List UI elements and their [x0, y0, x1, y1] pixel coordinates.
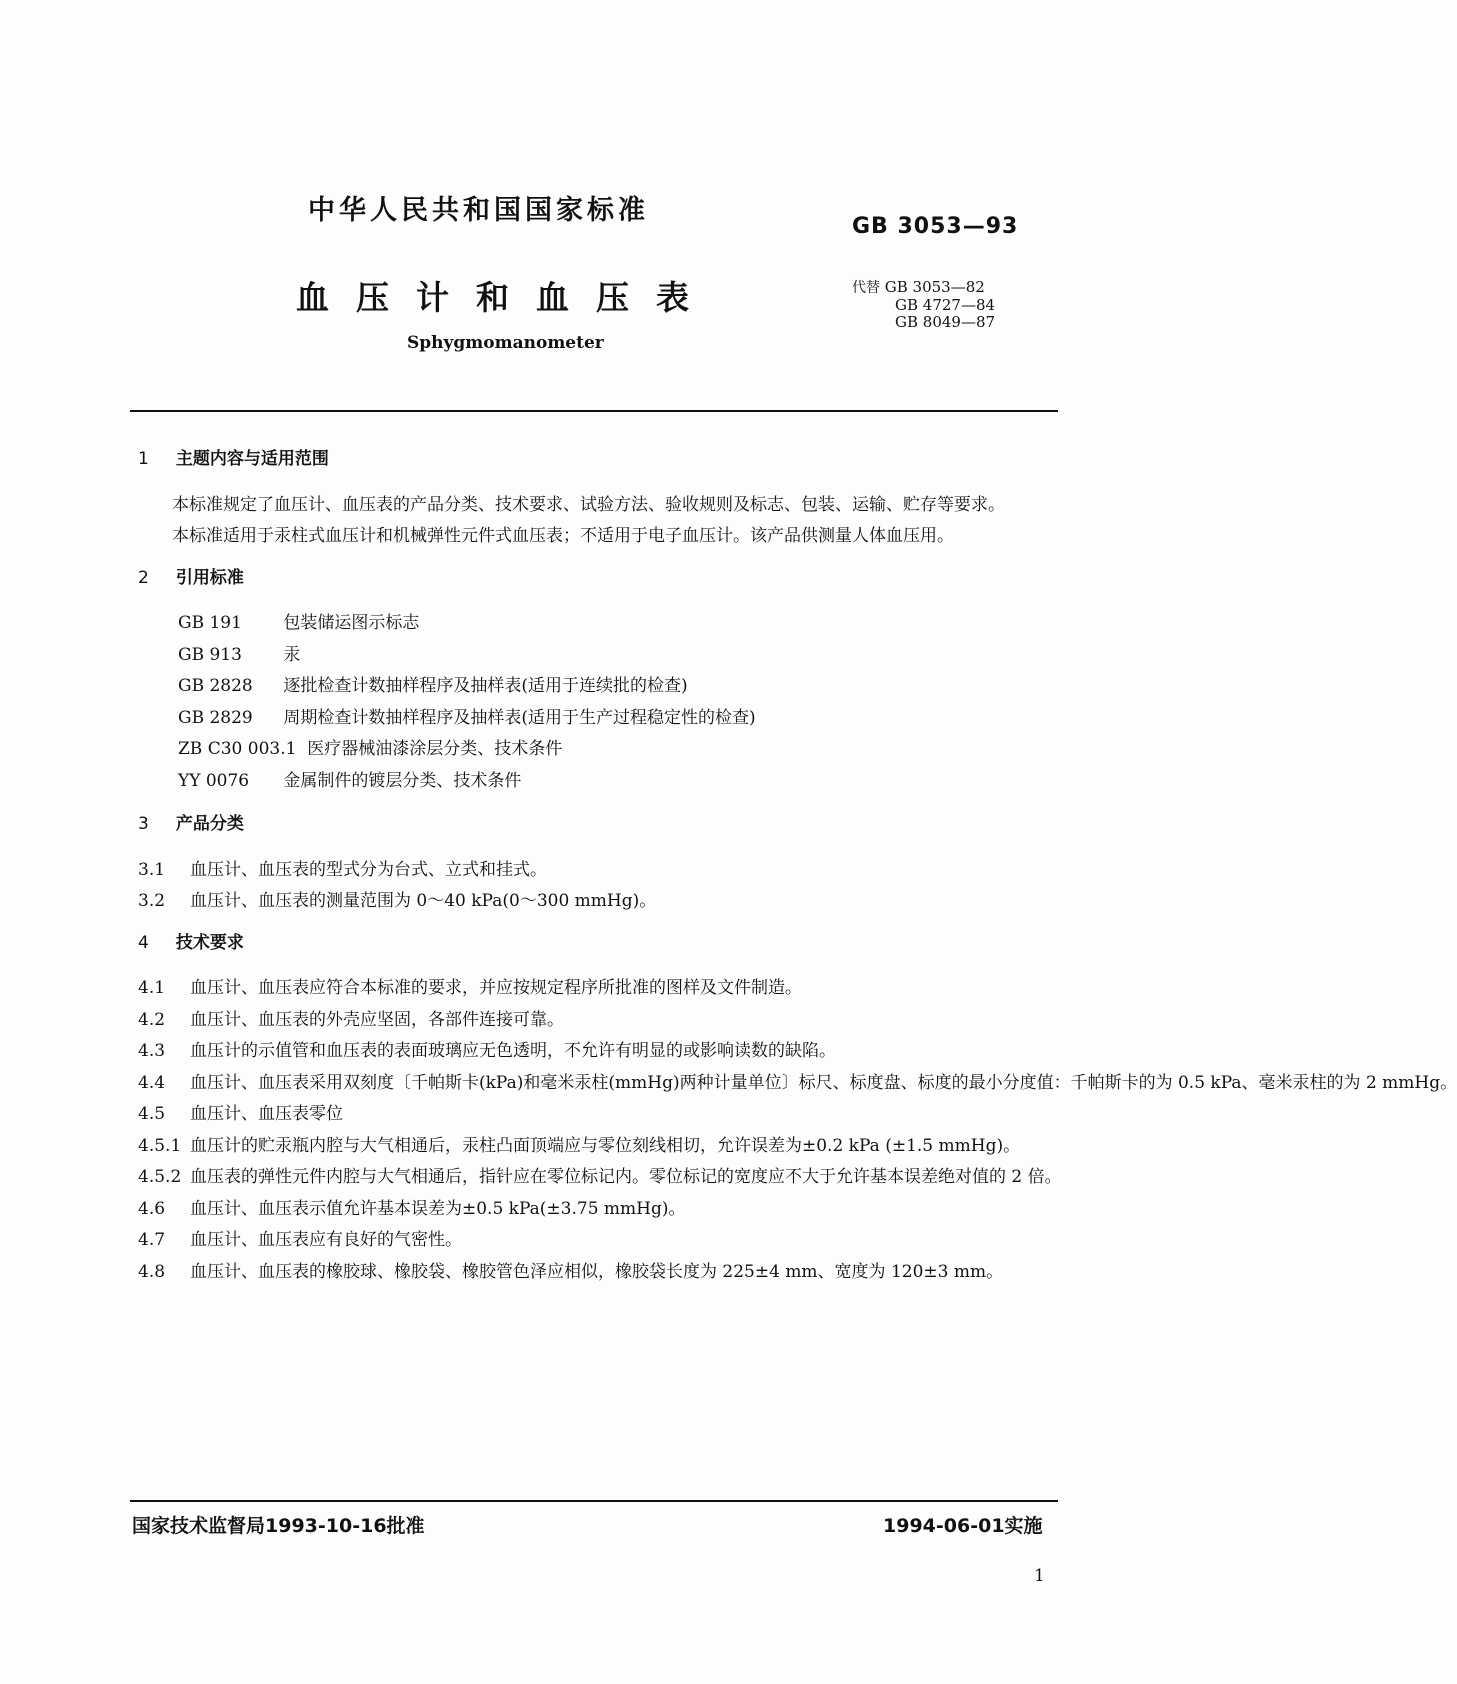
reference-item: GB 913 汞 [178, 644, 301, 665]
clause: 4.2 血压计、血压表的外壳应坚固，各部件连接可靠。 [138, 1009, 564, 1030]
replaced-standard: GB 8049—87 [895, 313, 996, 331]
clause: 4.7 血压计、血压表应有良好的气密性。 [138, 1230, 462, 1250]
clause: 4.8 血压计、血压表的橡胶球、橡胶袋、橡胶管色泽应相似，橡胶袋长度为 225±4 mm、宽度为 120±3 mm。 [138, 1261, 1004, 1282]
page-number: 1 [1034, 1566, 1045, 1586]
replaced-standard: GB 4727—84 [895, 296, 996, 314]
document-body [138, 440, 1457, 1288]
section-heading [138, 928, 1058, 960]
top-divider [130, 410, 1058, 412]
clause: 3.1 血压计、血压表的型式分为台式、立式和挂式。 [138, 859, 547, 880]
section-number: 3 [138, 814, 149, 834]
replaced-standard: GB 3053—82 [884, 278, 985, 296]
section-title: 主题内容与适用范围 [175, 449, 329, 469]
clause: 4.3 血压计的示值管和血压表的表面玻璃应无色透明，不允许有明显的或影响读数的缺陷。 [138, 1041, 836, 1061]
section-heading [138, 809, 1058, 841]
replaces-label: 代替 [852, 280, 880, 296]
paragraph: 本标准规定了血压计、血压表的产品分类、技术要求、试验方法、验收规则及标志、包装、运输、贮存等要求。 [172, 494, 1005, 515]
reference-item: GB 2829 周期检查计数抽样程序及抽样表(适用于生产过程稳定性的检查) [178, 707, 756, 728]
clause: 4.5.1 血压计的贮汞瓶内腔与大气相通后，汞柱凸面顶端应与零位刻线相切，允许误差为±0.2 kPa (±1.5 mmHg)。 [138, 1135, 1021, 1156]
reference-list [138, 608, 1058, 797]
section-number: 4 [138, 932, 149, 953]
clause: 4.4 血压计、血压表采用双刻度〔千帕斯卡(kPa)和毫米汞柱(mmHg)两种计量单位〕标尺、标度盘、标度的最小分度值：千帕斯卡的为 0.5 kPa、毫米汞柱的为 2 mmHg。 [138, 1072, 1457, 1093]
english-title: Sphygmomanometer [407, 333, 604, 353]
country-standard-heading: 中华人民共和国国家标准 [308, 195, 649, 226]
reference-item: GB 191 包装储运图示标志 [178, 613, 420, 633]
section-number: 1 [138, 449, 149, 469]
section-heading [138, 444, 1058, 476]
reference-item: GB 2828 逐批检查计数抽样程序及抽样表(适用于连续批的检查) [178, 676, 688, 696]
replaces-block [852, 279, 995, 331]
section-heading [138, 563, 1058, 595]
section-title: 引用标准 [175, 567, 244, 588]
clause: 4.5 血压计、血压表零位 [138, 1104, 343, 1124]
effective-date: 1994-06-01实施 [883, 1515, 1043, 1537]
reference-item: YY 0076 金属制件的镀层分类、技术条件 [178, 770, 522, 791]
clause: 4.5.2 血压表的弹性元件内腔与大气相通后，指针应在零位标记内。零位标记的宽度应不大于允许基本误差绝对值的 2 倍。 [138, 1167, 1062, 1187]
clause: 3.2 血压计、血压表的测量范围为 0～40 kPa(0～300 mmHg)。 [138, 891, 657, 911]
paragraph: 本标准适用于汞柱式血压计和机械弹性元件式血压表；不适用于电子血压计。该产品供测量人体血压用。 [172, 526, 954, 546]
section-number: 2 [138, 567, 149, 588]
clause: 4.1 血压计、血压表应符合本标准的要求，并应按规定程序所批准的图样及文件制造。 [138, 978, 802, 998]
document-title: 血压计和血压表 [296, 278, 716, 317]
bottom-divider [130, 1500, 1058, 1502]
section-title: 技术要求 [175, 932, 244, 953]
section-title: 产品分类 [175, 814, 244, 834]
approval-line: 国家技术监督局1993-10-16批准 [132, 1515, 425, 1537]
clause: 4.6 血压计、血压表示值允许基本误差为±0.5 kPa(±3.75 mmHg)。 [138, 1198, 686, 1219]
reference-item: ZB C30 003.1 医疗器械油漆涂层分类、技术条件 [178, 739, 563, 759]
standard-number: GB 3053—93 [852, 214, 1019, 239]
